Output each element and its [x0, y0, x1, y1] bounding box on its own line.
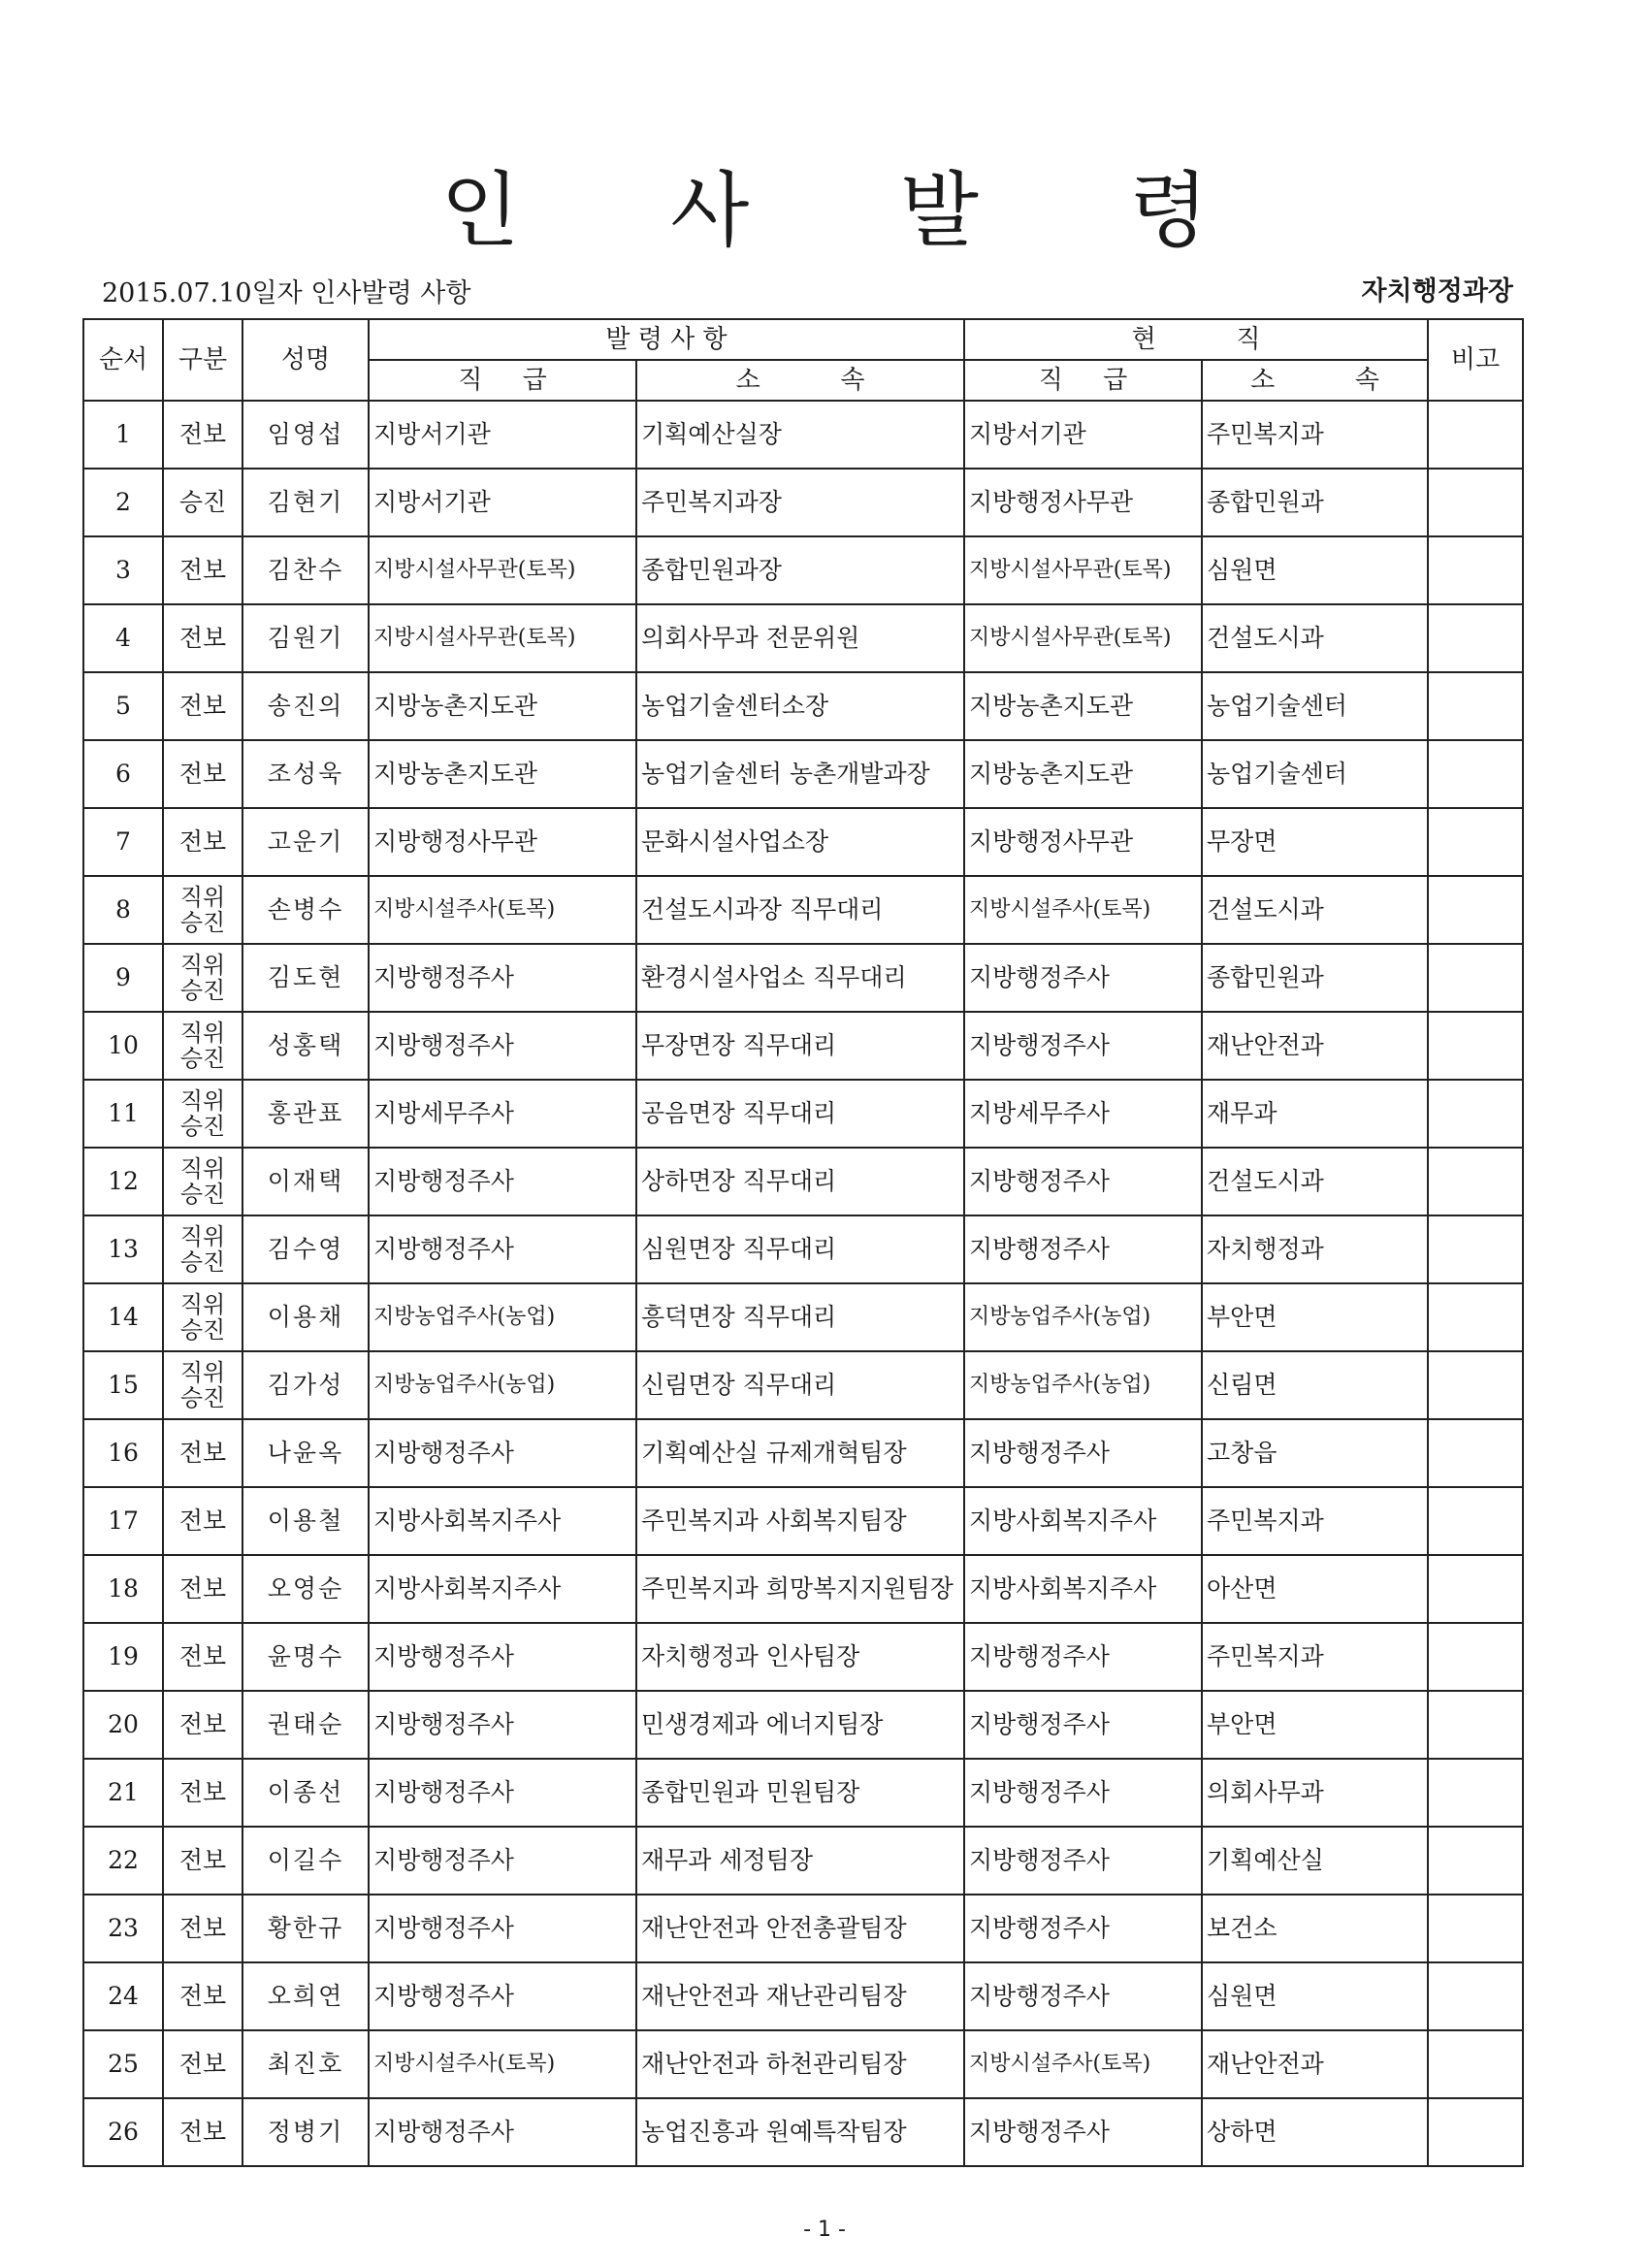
row-name: 이길수	[242, 1827, 369, 1895]
row-new-unit: 농업진흥과 원예특작팀장	[636, 2098, 964, 2166]
table-row	[83, 604, 1523, 672]
order-rows	[83, 401, 1523, 2166]
row-note	[1428, 1691, 1523, 1759]
row-new-rank: 지방시설주사(토목)	[369, 876, 636, 944]
header-current-position: 현 직	[964, 319, 1428, 360]
row-new-unit: 재무과 세정팀장	[636, 1827, 964, 1895]
row-new-rank: 지방사회복지주사	[369, 1487, 636, 1555]
row-new-unit: 기획예산실 규제개혁팀장	[636, 1419, 964, 1487]
table-row	[83, 2030, 1523, 2098]
row-note	[1428, 1555, 1523, 1623]
row-type: 전보	[163, 604, 242, 672]
row-new-unit: 주민복지과 사회복지팀장	[636, 1487, 964, 1555]
title-char: 발	[899, 163, 979, 258]
row-name: 오희연	[242, 1962, 369, 2030]
title-char: 령	[1129, 163, 1209, 258]
row-current-rank: 지방행정주사	[964, 1691, 1202, 1759]
table-row	[83, 1555, 1523, 1623]
row-name: 김찬수	[242, 536, 369, 604]
row-note	[1428, 604, 1523, 672]
row-new-rank: 지방행정주사	[369, 1895, 636, 1962]
row-number: 23	[83, 1895, 163, 1962]
row-number: 26	[83, 2098, 163, 2166]
row-type: 직위 승진	[163, 1080, 242, 1148]
row-name: 윤명수	[242, 1623, 369, 1691]
row-number: 1	[83, 401, 163, 469]
row-type: 직위 승진	[163, 876, 242, 944]
row-name: 김가성	[242, 1351, 369, 1419]
row-name: 성홍택	[242, 1012, 369, 1080]
row-new-unit: 신림면장 직무대리	[636, 1351, 964, 1419]
table-row	[83, 1827, 1523, 1895]
row-type: 직위 승진	[163, 944, 242, 1012]
row-current-unit: 건설도시과	[1202, 876, 1428, 944]
row-number: 2	[83, 469, 163, 536]
row-type: 전보	[163, 1487, 242, 1555]
row-note	[1428, 1148, 1523, 1215]
row-new-rank: 지방농촌지도관	[369, 740, 636, 808]
row-type: 전보	[163, 740, 242, 808]
row-name: 김현기	[242, 469, 369, 536]
header-note: 비고	[1428, 319, 1523, 401]
row-current-unit: 고창읍	[1202, 1419, 1428, 1487]
row-note	[1428, 876, 1523, 944]
row-current-rank: 지방행정사무관	[964, 469, 1202, 536]
row-type: 직위 승진	[163, 1351, 242, 1419]
row-name: 손병수	[242, 876, 369, 944]
row-current-rank: 지방시설사무관(토목)	[964, 536, 1202, 604]
row-name: 고운기	[242, 808, 369, 876]
row-note	[1428, 944, 1523, 1012]
row-number: 14	[83, 1283, 163, 1351]
row-note	[1428, 2098, 1523, 2166]
row-new-rank: 지방농촌지도관	[369, 672, 636, 740]
row-current-rank: 지방농촌지도관	[964, 672, 1202, 740]
row-type: 전보	[163, 808, 242, 876]
row-number: 17	[83, 1487, 163, 1555]
row-current-unit: 신림면	[1202, 1351, 1428, 1419]
row-current-unit: 아산면	[1202, 1555, 1428, 1623]
row-new-rank: 지방시설사무관(토목)	[369, 604, 636, 672]
table-row	[83, 1215, 1523, 1283]
row-type: 전보	[163, 1691, 242, 1759]
row-current-rank: 지방행정주사	[964, 1419, 1202, 1487]
header-name: 성명	[242, 319, 369, 401]
title-char: 사	[670, 163, 750, 258]
row-number: 9	[83, 944, 163, 1012]
table-row	[83, 2098, 1523, 2166]
row-current-unit: 농업기술센터	[1202, 672, 1428, 740]
row-note	[1428, 1012, 1523, 1080]
order-date-line: 2015.07.10일자 인사발령 사항	[102, 278, 471, 308]
table-row	[83, 1691, 1523, 1759]
row-new-unit: 주민복지과장	[636, 469, 964, 536]
row-number: 10	[83, 1012, 163, 1080]
row-type: 직위 승진	[163, 1012, 242, 1080]
row-new-unit: 재난안전과 하천관리팀장	[636, 2030, 964, 2098]
row-note	[1428, 1623, 1523, 1691]
row-number: 6	[83, 740, 163, 808]
header-no: 순서	[83, 319, 163, 401]
row-current-rank: 지방시설주사(토목)	[964, 876, 1202, 944]
row-number: 16	[83, 1419, 163, 1487]
row-current-rank: 지방행정주사	[964, 1215, 1202, 1283]
row-current-rank: 지방행정주사	[964, 2098, 1202, 2166]
row-new-unit: 재난안전과 안전총괄팀장	[636, 1895, 964, 1962]
row-name: 정병기	[242, 2098, 369, 2166]
row-number: 11	[83, 1080, 163, 1148]
header-cur-rank: 직 급	[964, 360, 1202, 401]
row-current-rank: 지방사회복지주사	[964, 1487, 1202, 1555]
row-current-unit: 재난안전과	[1202, 2030, 1428, 2098]
row-current-rank: 지방행정주사	[964, 1148, 1202, 1215]
row-name: 김수영	[242, 1215, 369, 1283]
row-current-rank: 지방행정주사	[964, 1962, 1202, 2030]
row-name: 임영섭	[242, 401, 369, 469]
row-name: 이용철	[242, 1487, 369, 1555]
row-name: 황한규	[242, 1895, 369, 1962]
row-note	[1428, 1487, 1523, 1555]
row-new-unit: 공음면장 직무대리	[636, 1080, 964, 1148]
row-new-rank: 지방행정주사	[369, 1012, 636, 1080]
row-new-unit: 건설도시과장 직무대리	[636, 876, 964, 944]
row-type: 직위 승진	[163, 1283, 242, 1351]
table-row	[83, 1623, 1523, 1691]
row-type: 전보	[163, 1419, 242, 1487]
row-type: 승진	[163, 469, 242, 536]
header-cur-unit: 소 속	[1202, 360, 1428, 401]
row-type: 전보	[163, 1827, 242, 1895]
table-row	[83, 1012, 1523, 1080]
row-name: 이재택	[242, 1148, 369, 1215]
row-new-unit: 의회사무과 전문위원	[636, 604, 964, 672]
issuing-department: 자치행정과장	[1361, 276, 1513, 307]
row-new-unit: 상하면장 직무대리	[636, 1148, 964, 1215]
row-number: 8	[83, 876, 163, 944]
row-new-rank: 지방사회복지주사	[369, 1555, 636, 1623]
row-note	[1428, 1419, 1523, 1487]
row-name: 조성욱	[242, 740, 369, 808]
row-current-rank: 지방행정주사	[964, 1895, 1202, 1962]
row-number: 13	[83, 1215, 163, 1283]
row-new-unit: 종합민원과장	[636, 536, 964, 604]
row-current-rank: 지방행정주사	[964, 1827, 1202, 1895]
row-new-unit: 종합민원과 민원팀장	[636, 1759, 964, 1827]
row-type: 전보	[163, 2098, 242, 2166]
row-type: 전보	[163, 2030, 242, 2098]
row-current-rank: 지방사회복지주사	[964, 1555, 1202, 1623]
row-current-rank: 지방농업주사(농업)	[964, 1283, 1202, 1351]
table-row	[83, 1148, 1523, 1215]
row-current-rank: 지방서기관	[964, 401, 1202, 469]
row-number: 3	[83, 536, 163, 604]
row-note	[1428, 1827, 1523, 1895]
row-note	[1428, 536, 1523, 604]
row-new-rank: 지방시설사무관(토목)	[369, 536, 636, 604]
row-number: 22	[83, 1827, 163, 1895]
table-row	[83, 1351, 1523, 1419]
table-row	[83, 536, 1523, 604]
table-row	[83, 876, 1523, 944]
row-name: 송진의	[242, 672, 369, 740]
header-new-unit: 소 속	[636, 360, 964, 401]
table-row	[83, 740, 1523, 808]
row-new-unit: 문화시설사업소장	[636, 808, 964, 876]
row-current-unit: 무장면	[1202, 808, 1428, 876]
row-current-unit: 건설도시과	[1202, 1148, 1428, 1215]
row-current-unit: 종합민원과	[1202, 469, 1428, 536]
row-new-rank: 지방농업주사(농업)	[369, 1283, 636, 1351]
row-type: 전보	[163, 1759, 242, 1827]
table-row	[83, 469, 1523, 536]
table-row	[83, 1895, 1523, 1962]
row-new-rank: 지방농업주사(농업)	[369, 1351, 636, 1419]
row-note	[1428, 1283, 1523, 1351]
row-current-unit: 자치행정과	[1202, 1215, 1428, 1283]
row-current-rank: 지방행정주사	[964, 1012, 1202, 1080]
table-row	[83, 672, 1523, 740]
row-type: 전보	[163, 1555, 242, 1623]
row-current-unit: 농업기술센터	[1202, 740, 1428, 808]
row-current-unit: 의회사무과	[1202, 1759, 1428, 1827]
table-row	[83, 1283, 1523, 1351]
row-new-rank: 지방행정주사	[369, 1419, 636, 1487]
row-current-rank: 지방행정주사	[964, 1623, 1202, 1691]
row-note	[1428, 1962, 1523, 2030]
row-new-rank: 지방시설주사(토목)	[369, 2030, 636, 2098]
row-new-unit: 환경시설사업소 직무대리	[636, 944, 964, 1012]
row-note	[1428, 401, 1523, 469]
row-note	[1428, 469, 1523, 536]
row-new-rank: 지방행정주사	[369, 2098, 636, 2166]
row-note	[1428, 740, 1523, 808]
row-name: 김원기	[242, 604, 369, 672]
row-current-rank: 지방시설주사(토목)	[964, 2030, 1202, 2098]
row-new-unit: 흥덕면장 직무대리	[636, 1283, 964, 1351]
row-new-unit: 재난안전과 재난관리팀장	[636, 1962, 964, 2030]
row-name: 최진호	[242, 2030, 369, 2098]
row-current-unit: 부안면	[1202, 1691, 1428, 1759]
row-note	[1428, 1351, 1523, 1419]
header-type: 구분	[163, 319, 242, 401]
row-name: 이용채	[242, 1283, 369, 1351]
row-current-unit: 주민복지과	[1202, 1487, 1428, 1555]
row-new-rank: 지방서기관	[369, 401, 636, 469]
page-number: - 1 -	[803, 2218, 846, 2242]
document-title	[0, 146, 1649, 263]
row-name: 오영순	[242, 1555, 369, 1623]
row-new-rank: 지방행정주사	[369, 1148, 636, 1215]
row-number: 18	[83, 1555, 163, 1623]
row-current-unit: 주민복지과	[1202, 1623, 1428, 1691]
table-row	[83, 808, 1523, 876]
row-current-rank: 지방세무주사	[964, 1080, 1202, 1148]
row-type: 전보	[163, 1895, 242, 1962]
personnel-order-table	[82, 318, 1524, 2167]
table-row	[83, 944, 1523, 1012]
row-number: 19	[83, 1623, 163, 1691]
row-number: 15	[83, 1351, 163, 1419]
row-number: 25	[83, 2030, 163, 2098]
row-current-rank: 지방농촌지도관	[964, 740, 1202, 808]
row-note	[1428, 1895, 1523, 1962]
row-new-rank: 지방행정주사	[369, 1691, 636, 1759]
row-new-rank: 지방행정주사	[369, 1215, 636, 1283]
row-number: 20	[83, 1691, 163, 1759]
row-type: 직위 승진	[163, 1148, 242, 1215]
row-current-unit: 상하면	[1202, 2098, 1428, 2166]
table-row	[83, 1080, 1523, 1148]
row-note	[1428, 672, 1523, 740]
row-number: 12	[83, 1148, 163, 1215]
row-new-rank: 지방행정주사	[369, 1962, 636, 2030]
row-current-unit: 주민복지과	[1202, 401, 1428, 469]
row-current-rank: 지방행정주사	[964, 1759, 1202, 1827]
row-name: 나윤옥	[242, 1419, 369, 1487]
title-char: 인	[440, 163, 520, 258]
row-number: 21	[83, 1759, 163, 1827]
row-current-rank: 지방행정사무관	[964, 808, 1202, 876]
row-type: 전보	[163, 672, 242, 740]
row-new-unit: 농업기술센터소장	[636, 672, 964, 740]
row-type: 전보	[163, 401, 242, 469]
row-current-unit: 보건소	[1202, 1895, 1428, 1962]
row-number: 4	[83, 604, 163, 672]
row-current-unit: 부안면	[1202, 1283, 1428, 1351]
row-new-rank: 지방행정주사	[369, 1759, 636, 1827]
row-note	[1428, 808, 1523, 876]
row-new-unit: 주민복지과 희망복지지원팀장	[636, 1555, 964, 1623]
row-current-unit: 재무과	[1202, 1080, 1428, 1148]
row-note	[1428, 1080, 1523, 1148]
row-new-unit: 농업기술센터 농촌개발과장	[636, 740, 964, 808]
table-row	[83, 1487, 1523, 1555]
table-row	[83, 401, 1523, 469]
row-current-rank: 지방시설사무관(토목)	[964, 604, 1202, 672]
table-row	[83, 1759, 1523, 1827]
row-number: 7	[83, 808, 163, 876]
row-new-rank: 지방서기관	[369, 469, 636, 536]
row-current-unit: 재난안전과	[1202, 1012, 1428, 1080]
row-note	[1428, 1215, 1523, 1283]
row-number: 24	[83, 1962, 163, 2030]
row-type: 전보	[163, 1962, 242, 2030]
row-note	[1428, 2030, 1523, 2098]
header-new-assignment: 발 령 사 항	[369, 319, 964, 360]
row-current-unit: 종합민원과	[1202, 944, 1428, 1012]
row-current-unit: 심원면	[1202, 536, 1428, 604]
table-row	[83, 1962, 1523, 2030]
row-new-rank: 지방행정주사	[369, 1623, 636, 1691]
row-name: 김도현	[242, 944, 369, 1012]
row-number: 5	[83, 672, 163, 740]
row-new-unit: 자치행정과 인사팀장	[636, 1623, 964, 1691]
row-new-unit: 무장면장 직무대리	[636, 1012, 964, 1080]
row-new-unit: 심원면장 직무대리	[636, 1215, 964, 1283]
row-current-unit: 심원면	[1202, 1962, 1428, 2030]
row-type: 전보	[163, 536, 242, 604]
row-type: 전보	[163, 1623, 242, 1691]
row-current-unit: 기획예산실	[1202, 1827, 1428, 1895]
row-new-rank: 지방행정주사	[369, 1827, 636, 1895]
row-note	[1428, 1759, 1523, 1827]
row-new-rank: 지방행정사무관	[369, 808, 636, 876]
row-new-rank: 지방세무주사	[369, 1080, 636, 1148]
header-new-rank: 직 급	[369, 360, 636, 401]
row-new-unit: 민생경제과 에너지팀장	[636, 1691, 964, 1759]
row-current-rank: 지방행정주사	[964, 944, 1202, 1012]
table-row	[83, 1419, 1523, 1487]
row-new-rank: 지방행정주사	[369, 944, 636, 1012]
row-name: 이종선	[242, 1759, 369, 1827]
row-current-rank: 지방농업주사(농업)	[964, 1351, 1202, 1419]
row-name: 권태순	[242, 1691, 369, 1759]
row-current-unit: 건설도시과	[1202, 604, 1428, 672]
row-type: 직위 승진	[163, 1215, 242, 1283]
row-name: 홍관표	[242, 1080, 369, 1148]
row-new-unit: 기획예산실장	[636, 401, 964, 469]
